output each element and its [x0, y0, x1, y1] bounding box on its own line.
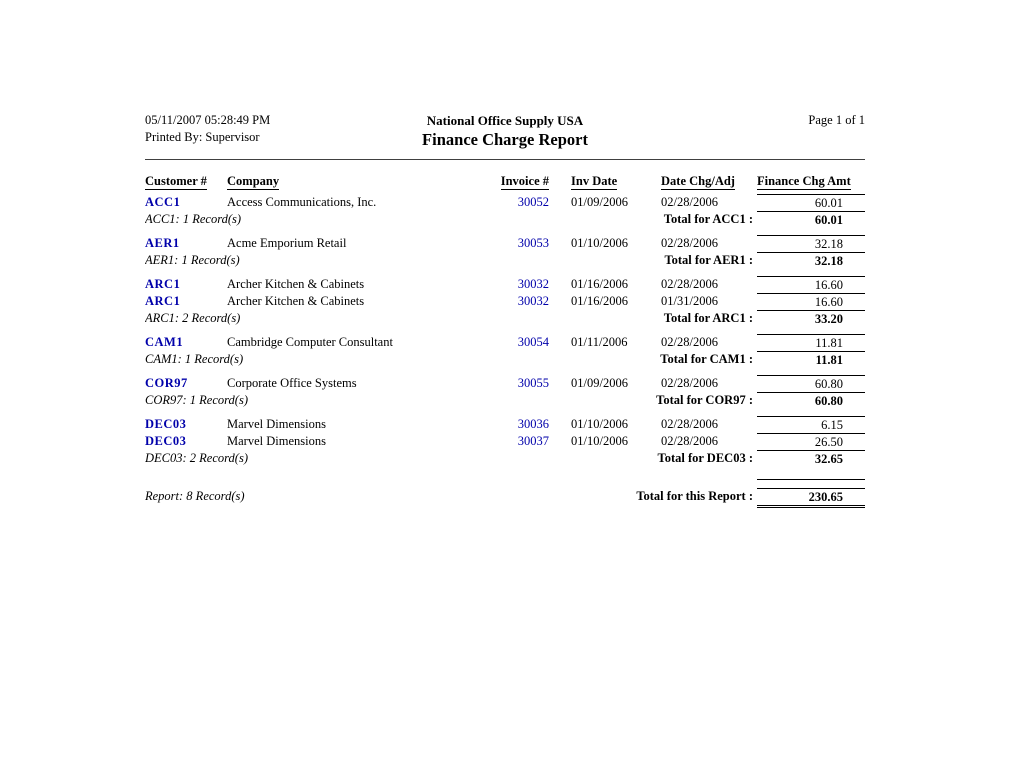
detail-row [145, 194, 865, 211]
finance-charge-amount-cell: 60.01 [757, 194, 865, 211]
column-header-date-chg-label: Date Chg/Adj [661, 174, 735, 188]
report-header-row-2 [145, 129, 865, 151]
charge-date-cell: 02/28/2006 [661, 277, 718, 291]
customer-number-link[interactable]: ACC1 [145, 195, 181, 209]
column-header-inv-date [549, 173, 641, 190]
report-title: Finance Charge Report [422, 130, 588, 149]
column-header-inv-date-label: Inv Date [571, 174, 618, 188]
invoice-number-link[interactable]: 30055 [517, 376, 549, 390]
group-total-label: Total for DEC03 : [657, 451, 753, 465]
invoice-number-link[interactable]: 30053 [517, 236, 549, 250]
invoice-date-cell: 01/10/2006 [571, 434, 628, 448]
group-total-label: Total for ARC1 : [663, 311, 753, 325]
column-header-customer [145, 173, 227, 190]
report-record-note: Report: 8 Record(s) [145, 489, 245, 503]
group-total-amount: 32.18 [757, 252, 865, 269]
finance-charge-amount-cell: 32.18 [757, 235, 865, 252]
company-name-cell: Archer Kitchen & Cabinets [227, 277, 365, 291]
group-record-note: DEC03: 2 Record(s) [145, 451, 248, 465]
customer-number-link[interactable]: CAM1 [145, 335, 184, 349]
report-total-label: Total for this Report : [636, 489, 753, 503]
group-total-amount: 60.01 [757, 211, 865, 228]
invoice-number-link[interactable]: 30052 [517, 195, 549, 209]
group-total-label: Total for COR97 : [656, 393, 753, 407]
customer-number-link[interactable]: DEC03 [145, 417, 187, 431]
column-header-amount [757, 173, 865, 190]
header-spacer [615, 129, 865, 151]
finance-charge-amount-cell: 11.81 [757, 334, 865, 351]
customer-number-link[interactable]: DEC03 [145, 434, 187, 448]
company-name-cell: Marvel Dimensions [227, 434, 326, 448]
group-record-note: COR97: 1 Record(s) [145, 393, 248, 407]
column-header-amount-label: Finance Chg Amt [757, 174, 851, 188]
column-header-customer-label: Customer # [145, 174, 207, 188]
invoice-number-link[interactable]: 30032 [517, 277, 549, 291]
group-total-label: Total for CAM1 : [660, 352, 753, 366]
company-name-cell: Corporate Office Systems [227, 376, 357, 390]
finance-charge-amount-cell: 16.60 [757, 293, 865, 310]
printed-by: Printed By: Supervisor [145, 130, 260, 144]
finance-charge-amount-cell: 6.15 [757, 416, 865, 433]
company-name-cell: Acme Emporium Retail [227, 236, 347, 250]
invoice-date-cell: 01/10/2006 [571, 236, 628, 250]
company-name: National Office Supply USA [426, 113, 584, 128]
group-record-note: CAM1: 1 Record(s) [145, 352, 244, 366]
report-footer-row [145, 488, 865, 508]
customer-number-link[interactable]: ARC1 [145, 277, 181, 291]
invoice-date-cell: 01/09/2006 [571, 376, 628, 390]
invoice-date-cell: 01/10/2006 [571, 417, 628, 431]
invoice-number-link[interactable]: 30037 [517, 434, 549, 448]
invoice-number-link[interactable]: 30054 [517, 335, 549, 349]
invoice-date-cell: 01/11/2006 [571, 335, 628, 349]
page-number: Page 1 of 1 [808, 113, 865, 127]
detail-row [145, 334, 865, 351]
invoice-number-link[interactable]: 30032 [517, 294, 549, 308]
amount-column-separator-line [757, 479, 865, 488]
group-total-amount: 33.20 [757, 310, 865, 327]
group-footer-row [145, 310, 865, 327]
company-name-cell: Marvel Dimensions [227, 417, 326, 431]
finance-charge-report-page [145, 112, 865, 508]
detail-row [145, 375, 865, 392]
customer-number-link[interactable]: ARC1 [145, 294, 181, 308]
report-header-row-1 [145, 112, 865, 129]
group-record-note: ARC1: 2 Record(s) [145, 311, 241, 325]
spacer-cell [145, 479, 495, 487]
column-header-date-chg [641, 173, 757, 190]
detail-row [145, 235, 865, 252]
charge-date-cell: 02/28/2006 [661, 417, 718, 431]
customer-number-link[interactable]: AER1 [145, 236, 180, 250]
charge-date-cell: 02/28/2006 [661, 434, 718, 448]
company-name-cell: Archer Kitchen & Cabinets [227, 294, 365, 308]
group-footer-row [145, 252, 865, 269]
charge-date-cell: 02/28/2006 [661, 236, 718, 250]
group-record-note: ACC1: 1 Record(s) [145, 212, 242, 226]
group-footer-row [145, 392, 865, 409]
group-total-amount: 60.80 [757, 392, 865, 409]
column-header-invoice-label: Invoice # [500, 174, 549, 188]
detail-row [145, 293, 865, 310]
charge-date-cell: 02/28/2006 [661, 195, 718, 209]
charge-date-cell: 02/28/2006 [661, 335, 718, 349]
group-footer-row [145, 450, 865, 467]
invoice-number-link[interactable]: 30036 [517, 417, 549, 431]
group-footer-row [145, 351, 865, 368]
invoice-date-cell: 01/16/2006 [571, 294, 628, 308]
report-total-amount: 230.65 [757, 488, 865, 508]
printed-datetime: 05/11/2007 05:28:49 PM [145, 113, 271, 127]
column-header-invoice [495, 173, 549, 190]
invoice-date-cell: 01/16/2006 [571, 277, 628, 291]
group-total-amount: 11.81 [757, 351, 865, 368]
group-record-note: AER1: 1 Record(s) [145, 253, 240, 267]
column-header-row [145, 173, 865, 190]
group-total-label: Total for AER1 : [664, 253, 753, 267]
group-total-label: Total for ACC1 : [663, 212, 753, 226]
charge-date-cell: 02/28/2006 [661, 376, 718, 390]
invoice-date-cell: 01/09/2006 [571, 195, 628, 209]
spacer-cell [495, 479, 757, 487]
finance-charge-amount-cell: 26.50 [757, 433, 865, 450]
column-header-company-label: Company [227, 174, 280, 188]
company-name-cell: Access Communications, Inc. [227, 195, 377, 209]
report-footer-separator [145, 479, 865, 488]
company-name-cell: Cambridge Computer Consultant [227, 335, 393, 349]
header-divider [145, 159, 865, 160]
finance-charge-amount-cell: 60.80 [757, 375, 865, 392]
detail-row [145, 416, 865, 433]
detail-row [145, 433, 865, 450]
group-footer-row [145, 211, 865, 228]
column-header-company [227, 173, 495, 190]
finance-charge-amount-cell: 16.60 [757, 276, 865, 293]
customer-number-link[interactable]: COR97 [145, 376, 188, 390]
group-total-amount: 32.65 [757, 450, 865, 467]
detail-row [145, 276, 865, 293]
charge-date-cell: 01/31/2006 [661, 294, 718, 308]
